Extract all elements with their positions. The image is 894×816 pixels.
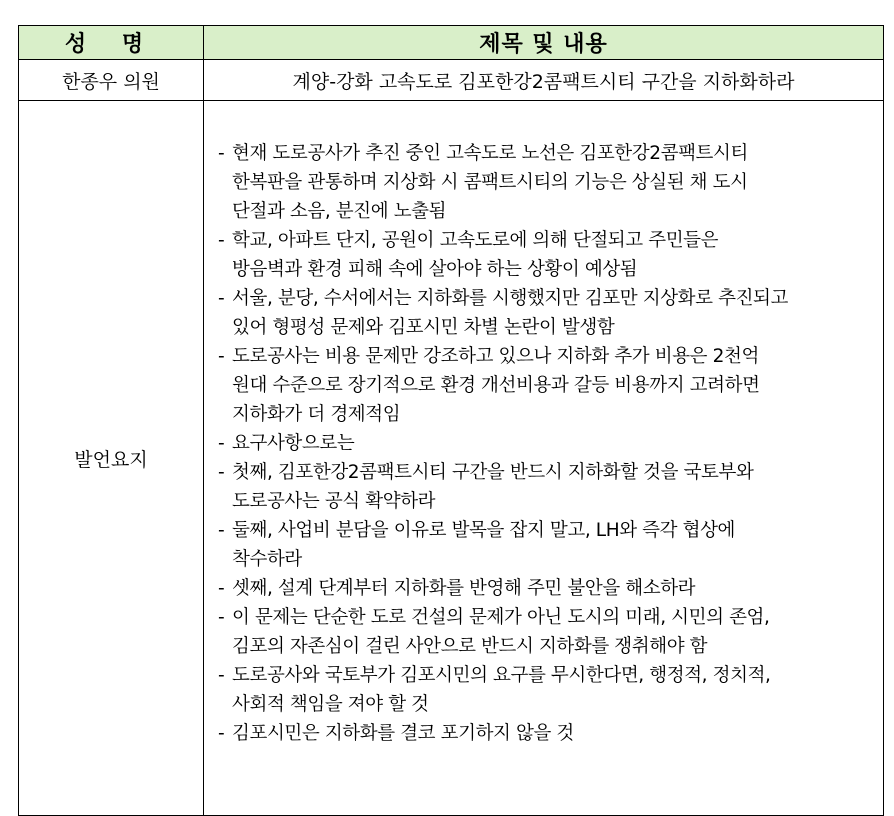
speaker-name: 한종우 의원 — [19, 60, 204, 101]
summary-point-text: 학교, 아파트 단지, 공원이 고속도로에 의해 단절되고 주민들은 방음벽과 환경 피해 속에 살아야 하는 상황이 예상됨 — [232, 230, 719, 280]
summary-point — [218, 342, 879, 429]
summary-point-text: 셋째, 설계 단계부터 지하화를 반영해 주민 불안을 해소하라 — [232, 578, 696, 599]
bullet-dash: - — [218, 346, 225, 367]
bullet-dash: - — [218, 665, 225, 686]
summary-point-text: 이 문제는 단순한 도로 건설의 문제가 아닌 도시의 미래, 시민의 존엄, 김포의 자존심이 걸린 사안으로 반드시 지하화를 쟁취해야 함 — [232, 607, 770, 657]
summary-point — [218, 458, 879, 516]
bullet-dash: - — [218, 607, 225, 628]
header-name: 성 명 — [19, 26, 204, 60]
summary-point-text: 서울, 분당, 수서에서는 지하화를 시행했지만 김포만 지상화로 추진되고 있어 형평성 문제와 김포시민 차별 논란이 발생함 — [232, 288, 788, 338]
bullet-dash: - — [218, 723, 225, 744]
bullet-dash: - — [218, 230, 225, 251]
summary-point-text: 도로공사는 비용 문제만 강조하고 있으나 지하화 추가 비용은 2천억 원대 수준으로 장기적으로 환경 개선비용과 갈등 비용까지 고려하면 지하화가 더 경제적임 — [232, 346, 760, 425]
speech-title: 계양-강화 고속도로 김포한강2콤팩트시티 구간을 지하화하라 — [204, 60, 884, 101]
summary-point-text: 도로공사와 국토부가 김포시민의 요구를 무시한다면, 행정적, 정치적, 사회적 책임을 져야 할 것 — [232, 665, 771, 715]
summary-points-list — [218, 139, 879, 748]
summary-point — [218, 603, 879, 661]
summary-label: 발언요지 — [19, 101, 204, 816]
summary-point — [218, 226, 879, 284]
summary-point — [218, 661, 879, 719]
summary-point — [218, 284, 879, 342]
summary-point — [218, 574, 879, 603]
summary-point-text: 둘째, 사업비 분담을 이유로 발목을 잡지 말고, LH와 즉각 협상에 착수하라 — [232, 520, 736, 570]
bullet-dash: - — [218, 143, 225, 164]
summary-point — [218, 429, 879, 458]
summary-point — [218, 139, 879, 226]
bullet-dash: - — [218, 462, 225, 483]
bullet-dash: - — [218, 433, 225, 454]
summary-point-text: 현재 도로공사가 추진 중인 고속도로 노선은 김포한강2콤팩트시티 한복판을 관통하며 지상화 시 콤팩트시티의 기능은 상실된 채 도시 단절과 소음, 분진에 노출됨 — [232, 143, 748, 222]
summary-point-text: 첫째, 김포한강2콤팩트시티 구간을 반드시 지하화할 것을 국토부와 도로공사는 공식 확약하라 — [232, 462, 754, 512]
header-title-content: 제목 및 내용 — [204, 26, 884, 60]
summary-row — [19, 101, 884, 816]
summary-point — [218, 719, 879, 748]
bullet-dash: - — [218, 578, 225, 599]
summary-point — [218, 516, 879, 574]
bullet-dash: - — [218, 288, 225, 309]
summary-point-text: 요구사항으로는 — [232, 433, 355, 454]
table-header-row — [19, 26, 884, 60]
summary-point-text: 김포시민은 지하화를 결코 포기하지 않을 것 — [232, 723, 574, 744]
speaker-row — [19, 60, 884, 101]
speech-summary-table — [18, 25, 884, 816]
summary-content — [204, 101, 884, 816]
bullet-dash: - — [218, 520, 225, 541]
